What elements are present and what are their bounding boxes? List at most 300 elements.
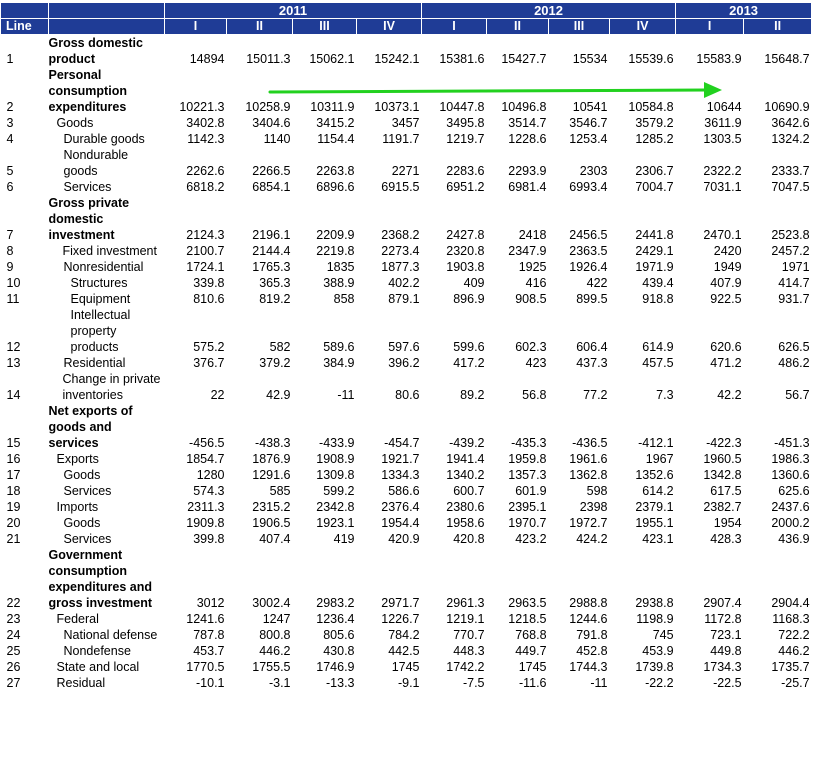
row-label: Nonresidential [63, 260, 144, 274]
value-cell: 1972.7 [569, 516, 608, 530]
value-cell: 2368.2 [381, 228, 420, 242]
value-cell: 6896.6 [316, 180, 355, 194]
value-cell: -25.7 [781, 676, 810, 690]
quarter-header: III [293, 19, 357, 35]
year-header-row [1, 3, 812, 19]
value-cell: 1291.6 [252, 468, 291, 482]
table-row [1, 259, 812, 275]
value-cell: 10311.9 [310, 100, 355, 114]
value-cell: 2376.4 [381, 500, 420, 514]
value-cell: 1925 [518, 260, 547, 274]
value-cell: 1172.8 [704, 612, 742, 626]
value-cell: 805.6 [323, 628, 355, 642]
value-cell: 858 [333, 292, 355, 306]
value-cell: 585 [269, 484, 291, 498]
value-cell: 15381.6 [439, 52, 485, 66]
quarter-header: I [422, 19, 487, 35]
value-cell: -3.1 [268, 676, 291, 690]
value-cell: -436.5 [572, 436, 608, 450]
value-cell: 1342.8 [703, 468, 742, 482]
value-cell: 457.5 [642, 356, 674, 370]
value-cell: 2219.8 [316, 244, 355, 258]
value-cell: 2907.4 [703, 596, 742, 610]
line-number: 4 [6, 132, 14, 146]
row-label-cell [49, 403, 165, 451]
value-cell: 6915.5 [381, 180, 420, 194]
row-label-cell [49, 35, 165, 68]
value-cell: 10258.9 [245, 100, 291, 114]
value-cell: 1280 [196, 468, 225, 482]
table-row [1, 643, 812, 659]
value-cell: 617.5 [710, 484, 742, 498]
value-cell: 448.3 [453, 644, 485, 658]
row-label-cell [49, 371, 165, 403]
value-cell: 2963.5 [508, 596, 547, 610]
line-number: 19 [6, 500, 21, 514]
value-cell: 1324.2 [771, 132, 810, 146]
value-cell: 574.3 [193, 484, 225, 498]
row-label: National defense [63, 628, 158, 642]
value-cell: 1959.8 [508, 452, 547, 466]
value-cell: 784.2 [388, 628, 420, 642]
table-row [1, 131, 812, 147]
row-label: Structures [70, 276, 128, 290]
value-cell: 442.5 [388, 644, 420, 658]
table-row [1, 147, 812, 179]
value-cell: 3495.8 [446, 116, 485, 130]
value-cell: 2209.9 [316, 228, 355, 242]
value-cell: 22 [210, 388, 225, 402]
value-cell: 599.6 [453, 340, 485, 354]
value-cell: 1241.6 [186, 612, 225, 626]
row-label: State and local [56, 660, 140, 674]
table-row [1, 675, 812, 691]
value-cell: 1168.3 [772, 612, 810, 626]
row-label: Residual [56, 676, 106, 690]
value-cell: 449.7 [515, 644, 547, 658]
line-number: 9 [6, 260, 14, 274]
row-label-cell [49, 147, 165, 179]
value-cell: 1770.5 [186, 660, 225, 674]
value-cell: 598 [586, 484, 608, 498]
value-cell: 1253.4 [569, 132, 608, 146]
value-cell: -456.5 [189, 436, 225, 450]
table-row [1, 451, 812, 467]
value-cell: 2961.3 [446, 596, 485, 610]
value-cell: -11.6 [518, 676, 547, 690]
line-number: 27 [6, 676, 21, 690]
value-cell: 575.2 [193, 340, 225, 354]
value-cell: 10541 [572, 100, 608, 114]
row-label: Net exports of goods and services [48, 404, 133, 450]
value-cell: 10496.8 [501, 100, 547, 114]
value-cell: 3642.6 [771, 116, 810, 130]
table-row [1, 291, 812, 307]
row-label: Goods [63, 468, 101, 482]
value-cell: 10584.8 [628, 100, 674, 114]
value-cell: 6818.2 [186, 180, 225, 194]
value-cell: -438.3 [255, 436, 291, 450]
value-cell: 376.7 [193, 356, 225, 370]
quarter-header: I [165, 19, 227, 35]
value-cell: 1954.4 [381, 516, 420, 530]
value-cell: 1908.9 [316, 452, 355, 466]
value-cell: 599.2 [323, 484, 355, 498]
value-cell: 2303 [579, 164, 608, 178]
value-cell: 2311.3 [187, 500, 225, 514]
row-label: Residential [63, 356, 126, 370]
row-label-cell [49, 643, 165, 659]
value-cell: 1362.8 [569, 468, 608, 482]
value-cell: 2273.4 [381, 244, 420, 258]
row-label: Services [63, 180, 112, 194]
value-cell: 15534 [572, 52, 608, 66]
value-cell: 1903.8 [446, 260, 485, 274]
line-number: 13 [6, 356, 21, 370]
value-cell: 1923.1 [316, 516, 355, 530]
row-label: Exports [56, 452, 99, 466]
value-cell: 365.3 [259, 276, 291, 290]
value-cell: 420.8 [453, 532, 485, 546]
value-cell: 2420 [713, 244, 742, 258]
value-cell: 2144.4 [252, 244, 291, 258]
table-row [1, 179, 812, 195]
value-cell: 396.2 [388, 356, 420, 370]
table-row [1, 547, 812, 611]
value-cell: 7.3 [656, 388, 674, 402]
value-cell: 15242.1 [374, 52, 420, 66]
value-cell: 931.7 [778, 292, 810, 306]
row-label: Equipment [70, 292, 131, 306]
value-cell: 1734.3 [703, 660, 742, 674]
row-label-cell [49, 451, 165, 467]
value-cell: 3415.2 [316, 116, 355, 130]
value-cell: 453.7 [193, 644, 225, 658]
quarter-header: IV [610, 19, 676, 35]
value-cell: -11 [590, 676, 608, 690]
value-cell: 1955.1 [635, 516, 674, 530]
year-2012-header: 2012 [422, 3, 676, 19]
quarter-header: II [487, 19, 549, 35]
line-number: 23 [6, 612, 21, 626]
value-cell: 446.2 [778, 644, 810, 658]
value-cell: 3457 [391, 116, 420, 130]
value-cell: 42.2 [717, 388, 742, 402]
value-cell: 2441.8 [635, 228, 674, 242]
value-cell: 1191.7 [382, 132, 420, 146]
line-number: 15 [6, 436, 21, 450]
value-cell: 6993.4 [569, 180, 608, 194]
row-label: Intellectual property products [70, 308, 131, 354]
value-cell: 1724.1 [186, 260, 225, 274]
row-label: Services [63, 532, 112, 546]
value-cell: 1765.3 [252, 260, 291, 274]
value-cell: 2262.6 [186, 164, 225, 178]
value-cell: 1218.5 [508, 612, 547, 626]
value-cell: 3402.8 [186, 116, 225, 130]
table-row [1, 659, 812, 675]
value-cell: -22.5 [713, 676, 742, 690]
value-cell: 10447.8 [439, 100, 485, 114]
row-label: Services [63, 484, 112, 498]
value-cell: 2938.8 [635, 596, 674, 610]
header-blank [49, 3, 165, 19]
value-cell: 600.7 [453, 484, 485, 498]
table-row [1, 515, 812, 531]
value-cell: 723.1 [710, 628, 742, 642]
row-label-cell [49, 547, 165, 611]
value-cell: 770.7 [453, 628, 485, 642]
row-label-cell [49, 515, 165, 531]
quarter-header-row [1, 19, 812, 35]
value-cell: 2363.5 [569, 244, 608, 258]
value-cell: 77.2 [583, 388, 608, 402]
line-number: 10 [6, 276, 21, 290]
value-cell: 614.2 [642, 484, 674, 498]
value-cell: -11 [337, 388, 355, 402]
value-cell: 6981.4 [508, 180, 547, 194]
value-cell: 2263.8 [316, 164, 355, 178]
value-cell: 80.6 [395, 388, 420, 402]
value-cell: 879.1 [388, 292, 420, 306]
line-number: 16 [6, 452, 21, 466]
table-row [1, 403, 812, 451]
value-cell: 2380.6 [446, 500, 485, 514]
value-cell: 2342.8 [316, 500, 355, 514]
value-cell: 10690.9 [764, 100, 810, 114]
table-row [1, 371, 812, 403]
table-row [1, 483, 812, 499]
value-cell: 2306.7 [635, 164, 674, 178]
value-cell: 1198.9 [636, 612, 674, 626]
row-label-cell [49, 467, 165, 483]
value-cell: 2379.1 [635, 500, 674, 514]
row-label-cell [49, 243, 165, 259]
row-label-cell [49, 179, 165, 195]
row-label: Goods [56, 116, 94, 130]
value-cell: 1967 [645, 452, 674, 466]
table-row [1, 355, 812, 371]
table-row [1, 67, 812, 115]
value-cell: 439.4 [642, 276, 674, 290]
value-cell: 2196.1 [252, 228, 291, 242]
value-cell: 1735.7 [771, 660, 810, 674]
value-cell: 922.5 [710, 292, 742, 306]
year-2013-header: 2013 [676, 3, 812, 19]
table-row [1, 35, 812, 68]
value-cell: 1926.4 [569, 260, 608, 274]
row-label-cell [49, 499, 165, 515]
value-cell: 2000.2 [771, 516, 810, 530]
value-cell: 3002.4 [252, 596, 291, 610]
value-cell: 1970.7 [508, 516, 547, 530]
value-cell: 1746.9 [316, 660, 355, 674]
row-label-cell [49, 675, 165, 691]
table-row [1, 531, 812, 547]
value-cell: 56.8 [522, 388, 547, 402]
value-cell: 1958.6 [446, 516, 485, 530]
value-cell: 2470.1 [703, 228, 742, 242]
table-row [1, 627, 812, 643]
quarter-header: IV [357, 19, 422, 35]
value-cell: 1835 [326, 260, 355, 274]
quarter-header: I [676, 19, 744, 35]
value-cell: 1226.7 [381, 612, 420, 626]
quarter-header: II [227, 19, 293, 35]
row-label: Nondurable goods [63, 148, 129, 178]
value-cell: 1219.7 [446, 132, 485, 146]
value-cell: 2418 [518, 228, 547, 242]
value-cell: 2333.7 [771, 164, 810, 178]
value-cell: 1739.8 [635, 660, 674, 674]
value-cell: 446.2 [259, 644, 291, 658]
value-cell: 414.7 [778, 276, 810, 290]
row-label-cell [49, 195, 165, 243]
value-cell: 407.4 [259, 532, 291, 546]
line-number: 26 [6, 660, 21, 674]
row-label-cell [49, 483, 165, 499]
quarter-header: III [549, 19, 610, 35]
value-cell: 423 [525, 356, 547, 370]
value-cell: 1877.3 [381, 260, 420, 274]
value-cell: 6951.2 [446, 180, 485, 194]
value-cell: -22.2 [645, 676, 674, 690]
value-cell: 2429.1 [635, 244, 674, 258]
value-cell: 1236.4 [316, 612, 355, 626]
value-cell: 606.4 [576, 340, 608, 354]
quarter-header: II [744, 19, 812, 35]
value-cell: 15539.6 [628, 52, 674, 66]
line-number: 21 [6, 532, 21, 546]
value-cell: 2347.9 [508, 244, 547, 258]
value-cell: 452.8 [576, 644, 608, 658]
line-number: 2 [6, 100, 14, 114]
value-cell: 3404.6 [252, 116, 291, 130]
row-label-cell [49, 611, 165, 627]
value-cell: 471.2 [710, 356, 742, 370]
value-cell: 3579.2 [635, 116, 674, 130]
header-blank [1, 3, 49, 19]
value-cell: 1219.1 [446, 612, 485, 626]
value-cell: 15062.1 [309, 52, 355, 66]
value-cell: 1140 [263, 132, 291, 146]
value-cell: -451.3 [774, 436, 810, 450]
value-cell: 423.2 [515, 532, 547, 546]
gdp-table [0, 2, 812, 691]
value-cell: 787.8 [193, 628, 225, 642]
value-cell: 1745 [518, 660, 547, 674]
line-number: 22 [6, 596, 21, 610]
value-cell: 2100.7 [186, 244, 225, 258]
value-cell: 768.8 [515, 628, 547, 642]
value-cell: 2293.9 [508, 164, 547, 178]
value-cell: 1960.5 [703, 452, 742, 466]
value-cell: 1961.6 [569, 452, 608, 466]
value-cell: 2271 [391, 164, 420, 178]
value-cell: -412.1 [638, 436, 674, 450]
value-cell: 2457.2 [771, 244, 810, 258]
row-label-cell [49, 67, 165, 115]
value-cell: -10.1 [196, 676, 225, 690]
line-number: 24 [6, 628, 21, 642]
value-cell: -13.3 [326, 676, 355, 690]
table-row [1, 307, 812, 355]
value-cell: 1744.3 [569, 660, 608, 674]
value-cell: 430.8 [323, 644, 355, 658]
line-number: 3 [6, 116, 14, 130]
row-label: Imports [56, 500, 99, 514]
value-cell: 2382.7 [703, 500, 742, 514]
value-cell: 15583.9 [696, 52, 742, 66]
value-cell: 453.9 [642, 644, 674, 658]
line-number: 17 [6, 468, 21, 482]
value-cell: 620.6 [710, 340, 742, 354]
line-number: 11 [6, 292, 20, 306]
row-label-cell [49, 659, 165, 675]
value-cell: 625.6 [778, 484, 810, 498]
line-number: 12 [6, 340, 21, 354]
value-cell: 1954 [713, 516, 742, 530]
value-cell: 3514.7 [508, 116, 547, 130]
value-cell: 819.2 [259, 292, 291, 306]
value-cell: 1745 [391, 660, 420, 674]
line-number: 5 [6, 164, 14, 178]
value-cell: -422.3 [706, 436, 742, 450]
row-label: Goods [63, 516, 101, 530]
value-cell: 1285.2 [635, 132, 674, 146]
table-row [1, 467, 812, 483]
value-cell: 1334.3 [381, 468, 420, 482]
value-cell: 1360.6 [771, 468, 810, 482]
header-blank [49, 19, 165, 35]
value-cell: 1971 [781, 260, 810, 274]
value-cell: 1228.6 [508, 132, 547, 146]
row-label: Fixed investment [62, 244, 157, 258]
value-cell: 424.2 [576, 532, 608, 546]
value-cell: -454.7 [384, 436, 420, 450]
value-cell: 7004.7 [635, 180, 674, 194]
value-cell: 2283.6 [446, 164, 485, 178]
value-cell: 384.9 [323, 356, 355, 370]
value-cell: 339.8 [193, 276, 225, 290]
row-label-cell [49, 115, 165, 131]
value-cell: 1340.2 [446, 468, 485, 482]
value-cell: 626.5 [778, 340, 810, 354]
value-cell: 388.9 [323, 276, 355, 290]
row-label: Federal [56, 612, 99, 626]
row-label-cell [49, 291, 165, 307]
value-cell: 10644 [706, 100, 742, 114]
value-cell: 15011.3 [246, 52, 291, 66]
value-cell: 722.2 [778, 628, 810, 642]
value-cell: 7047.5 [771, 180, 810, 194]
line-number: 7 [6, 228, 14, 242]
value-cell: 1909.8 [186, 516, 225, 530]
row-label: Personal consumption expenditures [48, 68, 127, 114]
value-cell: 3611.9 [704, 116, 742, 130]
value-cell: 1854.7 [186, 452, 225, 466]
value-cell: 2523.8 [771, 228, 810, 242]
value-cell: 1906.5 [252, 516, 291, 530]
line-number: 8 [6, 244, 14, 258]
value-cell: 899.5 [576, 292, 608, 306]
value-cell: 2398 [579, 500, 608, 514]
row-label-cell [49, 531, 165, 547]
line-number: 6 [6, 180, 14, 194]
value-cell: 1352.6 [635, 468, 674, 482]
value-cell: 810.6 [193, 292, 225, 306]
value-cell: 3012 [196, 596, 225, 610]
